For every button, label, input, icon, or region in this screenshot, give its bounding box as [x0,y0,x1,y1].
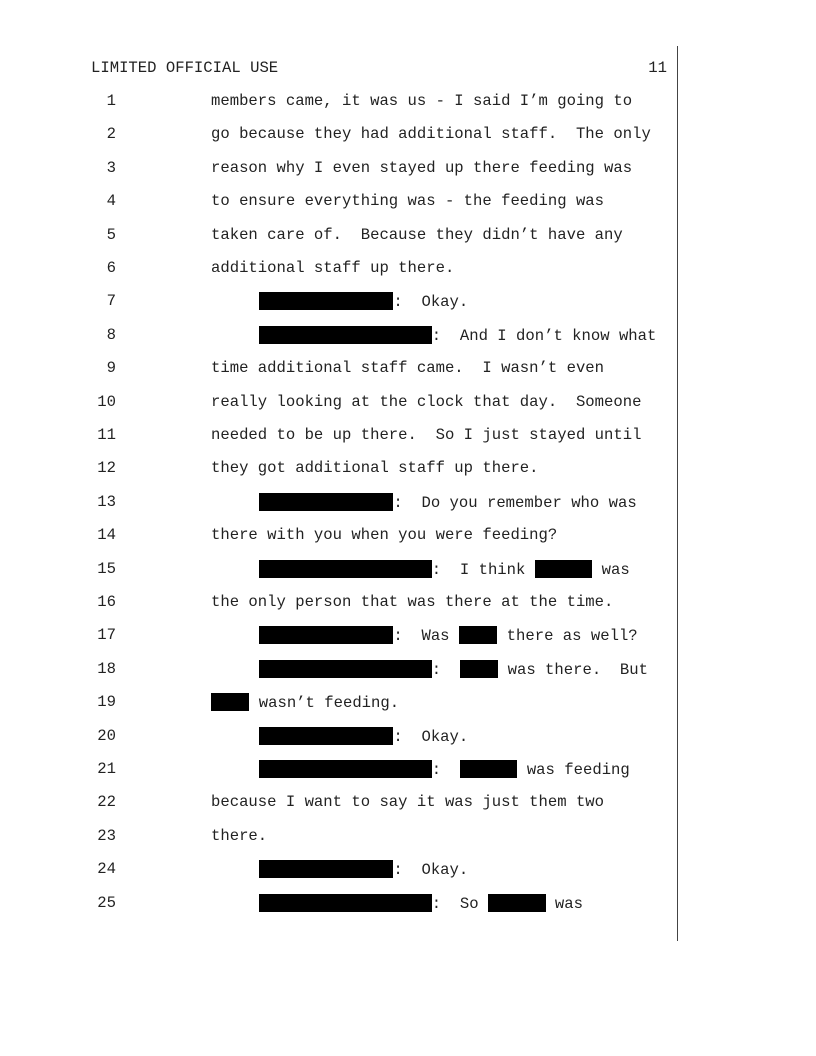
line-number: 14 [97,526,116,545]
line-text-segment: members came, it was us - I said I’m going to [211,92,633,110]
transcript-line [0,192,816,216]
line-number: 20 [97,726,116,745]
line-text [259,860,468,879]
line-number: 24 [97,860,116,879]
line-text [211,459,539,477]
line-number: 4 [106,192,116,211]
line-text [259,660,648,679]
line-text-segment: additional staff up there. [211,259,455,277]
line-text [259,326,656,345]
line-number: 21 [97,760,116,778]
transcript-line [0,125,816,149]
line-text-segment: : Was [393,627,459,646]
line-text [211,693,399,712]
transcript-line [0,493,816,517]
line-text [211,827,267,845]
line-text-segment: reason why I even stayed up there feeding was [211,158,633,177]
line-text-segment: the only person that was there at the time. [211,593,614,611]
transcript-line [0,860,816,884]
line-number: 13 [97,492,116,511]
line-text-segment: was there. But [498,660,648,679]
line-number: 6 [106,259,116,277]
line-number: 23 [97,826,116,845]
line-text [211,526,557,544]
line-text-segment: was [545,894,583,913]
line-text [259,560,630,579]
transcript-line [0,526,816,550]
transcript-line [0,693,816,717]
redaction-block [259,760,432,778]
transcript-line [0,159,816,183]
transcript-line [0,226,816,250]
line-number: 1 [106,92,116,110]
line-text-segment: because I want to say it was just them two [211,793,605,812]
line-text-segment: there with you when you were feeding? [211,526,558,545]
line-number: 2 [106,125,116,144]
line-text-segment: taken care of. Because they didn’t have any [211,225,623,244]
line-number: 17 [97,626,116,645]
line-text [259,727,468,746]
line-text [211,159,632,177]
line-text [259,626,638,645]
transcript-line [0,894,816,918]
transcript-line [0,292,816,316]
line-text [211,593,613,611]
line-text [211,92,632,110]
transcript-line [0,393,816,417]
line-text-segment: there as well? [497,627,638,646]
line-text [259,760,630,779]
transcript-line [0,259,816,283]
line-number: 18 [97,659,116,678]
redaction-block [259,560,432,578]
transcript-line [0,560,816,584]
transcript-line [0,426,816,450]
line-number: 22 [97,793,116,812]
line-text-segment: : Okay. [393,727,469,746]
transcript-line [0,793,816,817]
line-number: 15 [97,559,116,578]
line-number: 3 [106,158,116,177]
line-number: 8 [106,325,116,344]
line-number: 10 [97,392,116,411]
line-number: 9 [106,359,116,378]
transcript-line [0,459,816,483]
line-text [211,192,604,210]
transcript-line [0,593,816,617]
line-text-segment: there. [211,826,268,845]
line-text-segment: : [431,761,460,779]
redaction-block [488,894,546,912]
line-text [259,493,637,512]
line-number: 25 [97,893,116,912]
line-text-segment: they got additional staff up there. [211,459,539,478]
line-text-segment: go because they had additional staff. The only [211,125,651,144]
line-text [211,226,623,244]
redaction-block [259,860,393,878]
redaction-block [535,560,593,578]
redaction-block [259,727,393,745]
classification-marking: LIMITED OFFICIAL USE [91,59,279,77]
line-text [259,292,468,311]
page-number: 11 [648,59,667,77]
line-number: 5 [106,225,116,244]
transcript-line [0,727,816,751]
line-text-segment: was feeding [517,761,630,779]
line-text [211,393,641,411]
line-text [211,259,454,277]
transcript-line [0,626,816,650]
redaction-block [460,760,518,778]
transcript-line [0,827,816,851]
line-number: 11 [97,426,116,444]
line-text-segment: : [431,660,460,679]
line-text [211,426,641,444]
redaction-block [259,626,393,644]
line-text-segment: : I think [431,560,535,579]
line-text [211,125,651,143]
transcript-line [0,326,816,350]
transcript-line [0,92,816,116]
redaction-block [259,660,432,678]
page-header [91,59,667,81]
line-text-segment: was [592,560,630,579]
transcript-line [0,760,816,784]
line-text-segment: wasn’t feeding. [249,694,400,713]
line-number: 12 [97,459,116,478]
line-text-segment: : Okay. [393,293,469,312]
line-text-segment: really looking at the clock that day. Someone [211,392,642,411]
line-number: 7 [106,292,116,311]
redaction-block [259,292,393,310]
line-text-segment: : Okay. [393,861,469,880]
transcript-line [0,660,816,684]
redaction-block [460,660,498,678]
line-text-segment: needed to be up there. So I just stayed until [211,426,642,444]
transcript-line [0,359,816,383]
line-text [211,359,604,377]
line-text-segment: : And I don’t know what [431,326,657,345]
redaction-block [259,894,432,912]
line-text-segment: time additional staff came. I wasn’t even [211,359,605,378]
redaction-block [211,693,249,711]
line-text-segment: : Do you remember who was [393,493,637,512]
line-text-segment: : So [431,894,488,913]
line-number: 19 [97,693,116,712]
line-number: 16 [97,593,116,611]
line-text-segment: to ensure everything was - the feeding was [211,192,605,211]
redaction-block [459,626,497,644]
redaction-block [259,326,432,344]
line-text [259,894,583,913]
line-text [211,793,604,811]
redaction-block [259,493,393,511]
